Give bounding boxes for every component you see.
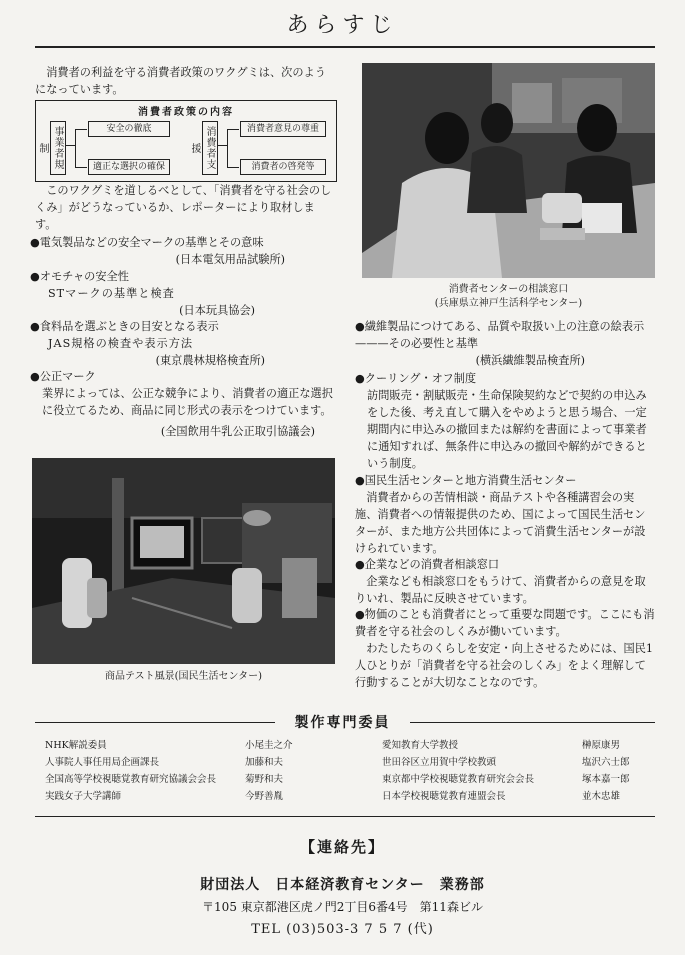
committee-rule-left — [35, 722, 275, 723]
contact-tel: TEL (03)503-3 7 5 7 (代) — [251, 922, 434, 937]
left-item-1-source: (日本玩具協会) — [179, 304, 255, 317]
right-item-2-body: 消費者からの苦情相談・商品テストや各種講習会の実施、消費者への情報提供のため、国によって国民生活センターが、また地方公共団体によって消費生活センターが設けられています。 — [355, 491, 646, 555]
left-item-2-line: JAS規格の検査や表示方法 — [48, 337, 194, 350]
right-item-1-head: ● クーリング・オフ制度 — [355, 370, 655, 387]
committee-right-row: 世田谷区立用賀中学校教頭 塩沢六士郎 — [382, 757, 630, 768]
right-item-3 — [355, 556, 655, 607]
committee-left-row: NHK解説委員 小尾圭之介 — [45, 740, 293, 751]
photo1-caption-line2: (兵庫県立神戸生活科学センター) — [434, 298, 583, 309]
left-item-3-line: 業界によっては、公正な競争により、消費者の適正な選択に役立てるため、商品に同じ形式の表示をつけています。 — [42, 387, 333, 417]
consultation-desk-photo — [362, 63, 655, 278]
diagram-left-item-0: 安全の徹底 — [88, 121, 170, 137]
left-item-1-line: STマークの基準と検査 — [48, 287, 175, 300]
left-item-2-source: (東京農林規格検査所) — [155, 354, 265, 367]
consultation-desk-image — [362, 63, 655, 278]
right-item-1-body: 訪問販売・割賦販売・生命保険契約などで契約の申込みをした後、考え直して購入をやめようと思う場合、一定期間内に申込みの撤回または解約を書面によって事業者に通知すれば、無条件に申込みの撤回や解約ができるという制度。 — [367, 389, 647, 470]
right-item-3-body: 企業なども相談窓口をもうけて、消費者からの意見を取りいれ、製品に反映させています。 — [355, 575, 646, 605]
committee-right-row: 愛知教育大学教授 榊原康男 — [382, 740, 621, 751]
contact-address: 〒105 東京都港区虎ノ門2丁目6番4号 第11森ビル — [202, 900, 483, 914]
contact-rule — [35, 816, 655, 817]
diagram-left-label: 事業者規制 — [50, 121, 66, 175]
photo1-caption — [362, 283, 655, 311]
committee-rule-right — [410, 722, 655, 723]
intro-para2: このワクグミを道しるべとして、「消費者を守る社会のしくみ」がどうなっているか、レポーターにより取材します。 — [35, 184, 332, 231]
page-title: あらすじ — [286, 13, 399, 38]
left-item-3-source: (全国飲用牛乳公正取引協議会) — [160, 425, 315, 438]
right-item-3-head: ● 企業などの消費者相談窓口 — [355, 556, 655, 573]
committee-left-list — [45, 737, 340, 805]
diagram-heading: 消費者政策の内容 — [138, 107, 234, 118]
committee-left-row: 全国高等学校視聴覚教育研究協議会会長 菊野和夫 — [45, 774, 284, 785]
right-item-0 — [355, 318, 655, 369]
product-test-image — [32, 458, 335, 664]
photo1-caption-line1: 消費者センターの相談窓口 — [448, 284, 569, 295]
diagram-right-item-0: 消費者意見の尊重 — [240, 121, 326, 137]
committee-left-row: 実践女子大学講師 今野善胤 — [45, 791, 284, 802]
left-item-2-head: ● 食料品を選ぶときの目安となる表示 — [30, 318, 335, 335]
right-item-1 — [355, 370, 655, 472]
policy-diagram — [35, 100, 337, 182]
right-item-4-body: わたしたちのくらしを安定・向上させるためには、国民1人ひとりが「消費者を守る社会のしくみ」をよく理解して行動することが大切なことなのです。 — [355, 642, 653, 689]
committee-title: 製作専門委員 — [294, 715, 391, 731]
left-item-1 — [30, 268, 335, 319]
right-item-2-head: ● 国民生活センターと地方消費生活センター — [355, 472, 655, 489]
committee-right-row: 東京都中学校視聴覚教育研究会会長 塚本嘉一郎 — [382, 774, 630, 785]
right-item-0-source: (横浜繊維製品検査所) — [475, 354, 585, 367]
photo2-caption: 商品テスト風景(国民生活センター) — [104, 671, 262, 682]
left-item-2 — [30, 318, 335, 369]
product-test-photo — [32, 458, 335, 664]
intro-text: 消費者の利益を守る消費者政策のワクグミは、次のようになっています。 — [35, 66, 326, 96]
left-item-0-head: ● 電気製品などの安全マークの基準とその意味 — [30, 234, 335, 251]
committee-left-row: 人事院人事任用局企画課長 加藤和夫 — [45, 757, 284, 768]
diagram-right-label: 消費者支援 — [202, 121, 218, 175]
left-item-3-head: ● 公正マーク — [30, 368, 335, 385]
right-item-0-head: ● 繊維製品につけてある、品質や取扱い上の注意の絵表示———その必要性と基準 — [355, 318, 655, 352]
right-item-4-head: ● 物価のことも消費者にとって重要な問題です。ここにも消費者を守る社会のしくみが働いています。 — [355, 606, 655, 640]
contact-org: 財団法人 日本経済教育センター 業務部 — [200, 877, 485, 893]
committee-right-list — [382, 737, 657, 805]
left-item-1-head: ● オモチャの安全性 — [30, 268, 335, 285]
diagram-right-item-1: 消費者の啓発等 — [240, 159, 326, 175]
diagram-left-item-1: 適正な選択の確保 — [88, 159, 170, 175]
contact-title: 【連絡先】 — [299, 838, 385, 856]
committee-right-row: 日本学校視聴覚教育連盟会長 並木忠雄 — [382, 791, 621, 802]
title-rule — [35, 46, 655, 48]
left-item-3 — [30, 368, 335, 440]
right-item-2 — [355, 472, 655, 557]
left-item-0 — [30, 234, 335, 268]
right-item-4 — [355, 606, 655, 691]
left-item-0-source: (日本電気用品試験所) — [175, 253, 285, 266]
